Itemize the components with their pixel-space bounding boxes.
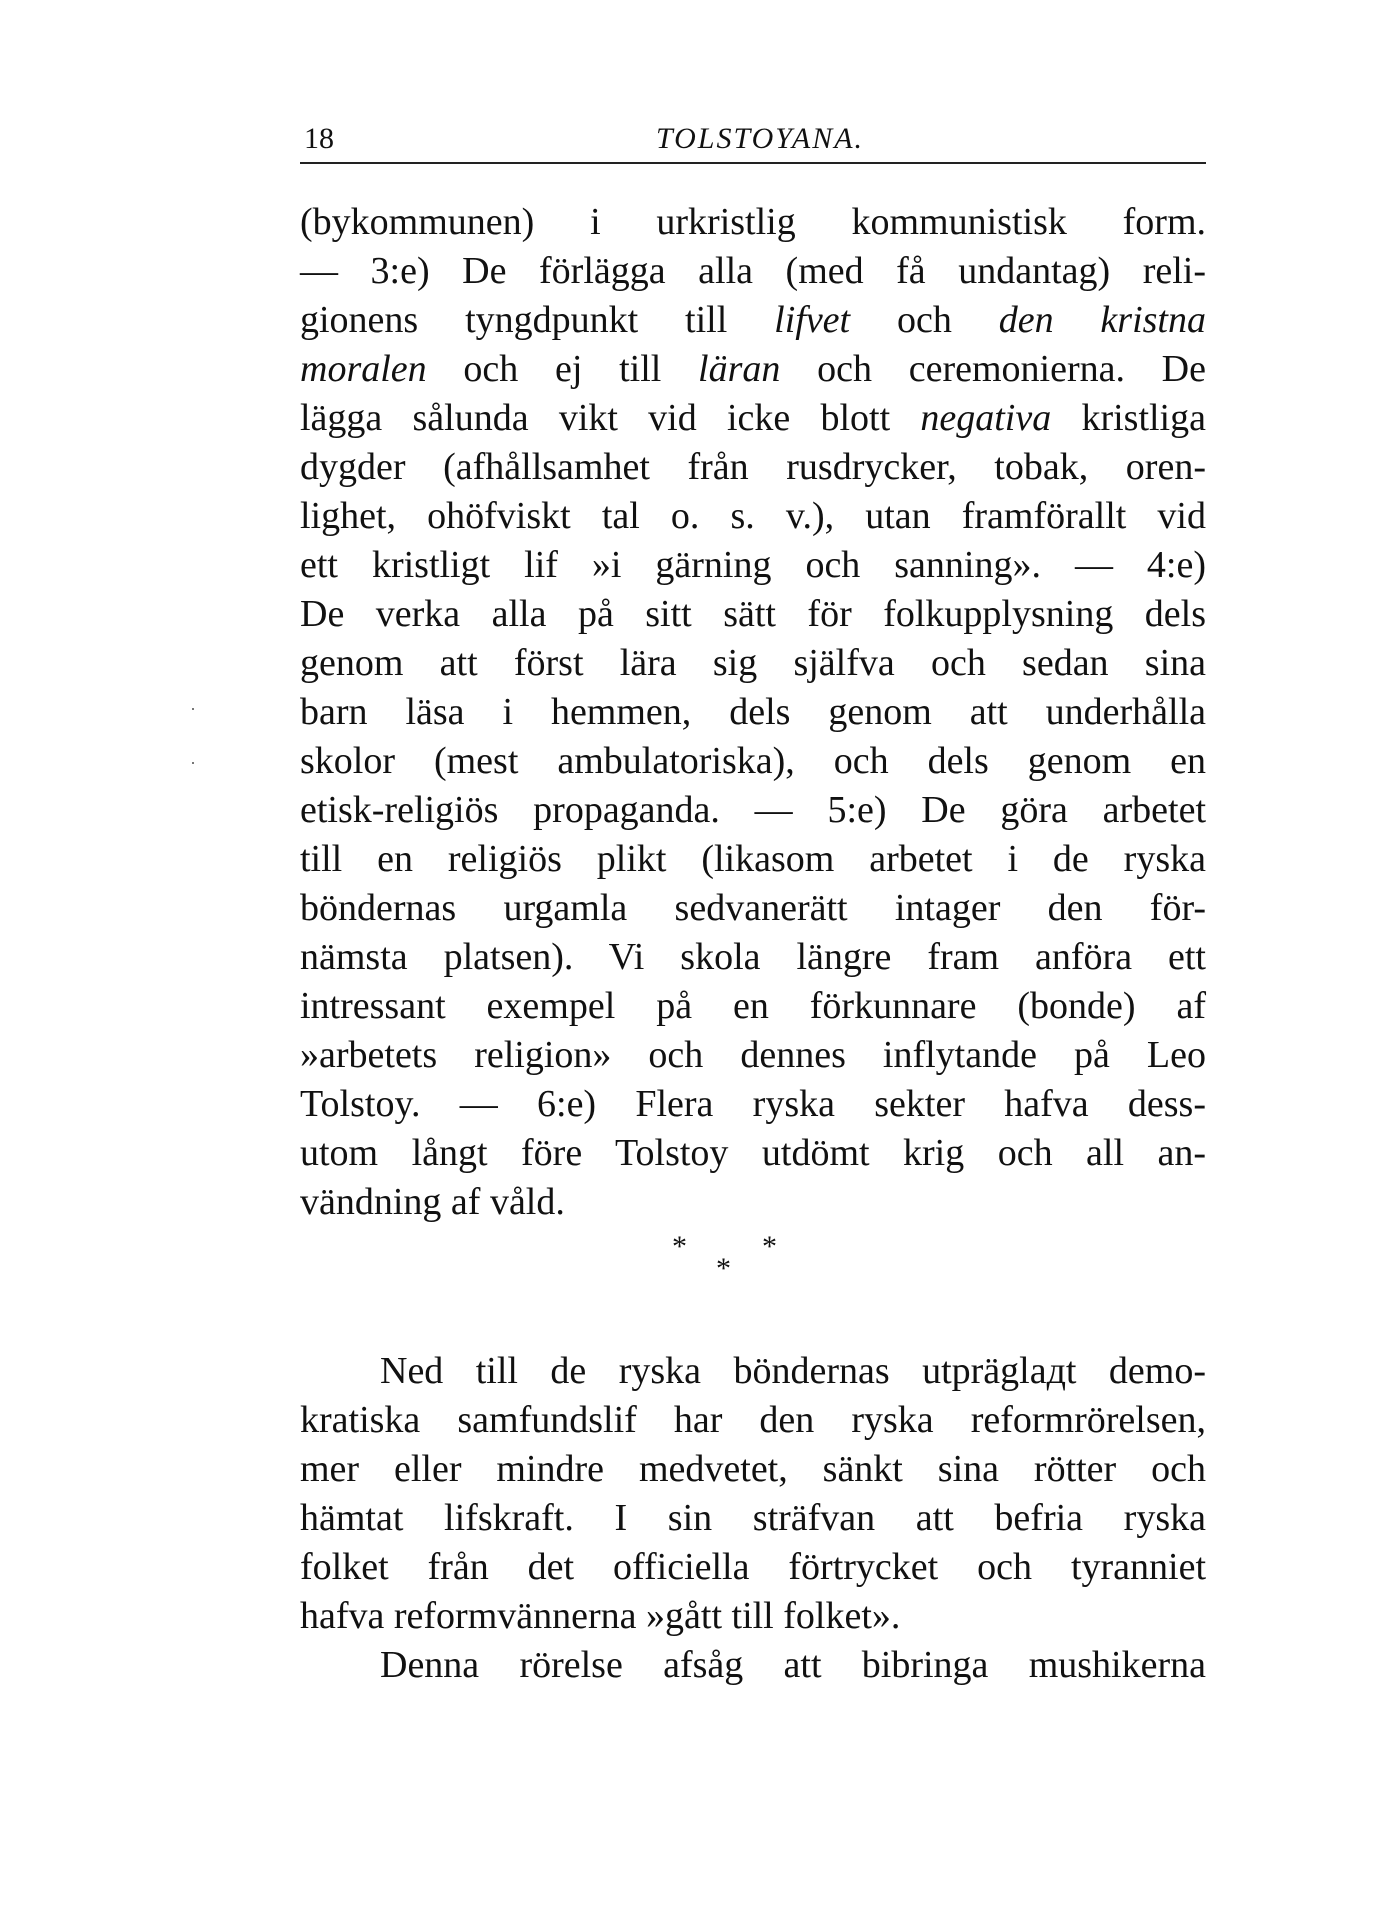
page-number: 18 xyxy=(304,122,334,155)
text-line: etisk-religiös propaganda. — 5:e) De göra arbetet xyxy=(300,789,1206,831)
text-line: mer eller mindre medvetet, sänkt sina rötter och xyxy=(300,1448,1206,1490)
section-separator-asterisks xyxy=(640,1232,840,1292)
text-line: gionens tyngdpunkt till lifvet och den kristna xyxy=(300,299,1206,341)
text-line: lighet, ohöfviskt tal o. s. v.), utan framförallt vid xyxy=(300,495,1206,537)
text-line: dygder (afhållsamhet från rusdrycker, tobak, oren- xyxy=(300,446,1206,488)
text-line: böndernas urgamla sedvanerätt intager den för- xyxy=(300,887,1206,929)
header-rule xyxy=(300,162,1206,164)
italic-text: negativa xyxy=(920,397,1052,439)
text-line: utom långt före Tolstoy utdömt krig och all an- xyxy=(300,1132,1206,1174)
paragraph-2-and-3 xyxy=(300,1347,1206,1690)
text-line: Denna rörelse afsåg att bibringa mushikerna xyxy=(380,1644,1206,1686)
asterisk: * xyxy=(716,1252,731,1285)
text-line: moralen och ej till läran och ceremonierna. De xyxy=(300,348,1206,390)
italic-text: läran xyxy=(698,348,781,390)
running-title: TOLSTOYANA. xyxy=(656,122,865,155)
text-line: Ned till de ryska böndernas utpräglадt demo- xyxy=(380,1350,1206,1392)
text-line: kratiska samfundslif har den ryska reformrörelsen, xyxy=(300,1399,1206,1441)
text-line: »arbetets religion» och dennes inflytande på Leo xyxy=(300,1034,1206,1076)
text-line: De verka alla på sitt sätt för folkupplysning dels xyxy=(300,593,1206,635)
text-line: — 3:e) De förlägga alla (med få undantag) reli- xyxy=(300,250,1206,292)
text-line: skolor (mest ambulatoriska), och dels genom en xyxy=(300,740,1206,782)
text-line: vändning af våld. xyxy=(300,1181,565,1223)
text-line: nämsta platsen). Vi skola längre fram anföra ett xyxy=(300,936,1206,978)
italic-text: moralen xyxy=(300,348,427,390)
text-line: Tolstoy. — 6:e) Flera ryska sekter hafva dess- xyxy=(300,1083,1206,1125)
margin-speck-marks xyxy=(192,700,198,800)
text-line: lägga sålunda vikt vid icke blott negativa kristliga xyxy=(300,397,1206,439)
text-line: ett kristligt lif »i gärning och sanning». — 4:e) xyxy=(300,544,1206,586)
text-line: hafva reformvännerna »gått till folket». xyxy=(300,1595,901,1637)
running-head xyxy=(300,118,1206,160)
text-line: barn läsa i hemmen, dels genom att underhålla xyxy=(300,691,1206,733)
text-line: genom att först lära sig själfva och sedan sina xyxy=(300,642,1206,684)
asterisk: * xyxy=(762,1230,777,1263)
text-line: (bykommunen) i urkristlig kommunistisk form. xyxy=(300,201,1206,243)
text-line: hämtat lifskraft. I sin sträfvan att befria ryska xyxy=(300,1497,1206,1539)
text-line: till en religiös plikt (likasom arbetet i de ryska xyxy=(300,838,1206,880)
text-line: folket från det officiella förtrycket och tyranniet xyxy=(300,1546,1206,1588)
italic-text: den kristna xyxy=(998,299,1206,341)
italic-text: lifvet xyxy=(774,299,851,341)
paragraph-1 xyxy=(300,198,1206,1227)
asterisk: * xyxy=(672,1230,687,1263)
text-line: intressant exempel på en förkunnare (bonde) af xyxy=(300,985,1206,1027)
